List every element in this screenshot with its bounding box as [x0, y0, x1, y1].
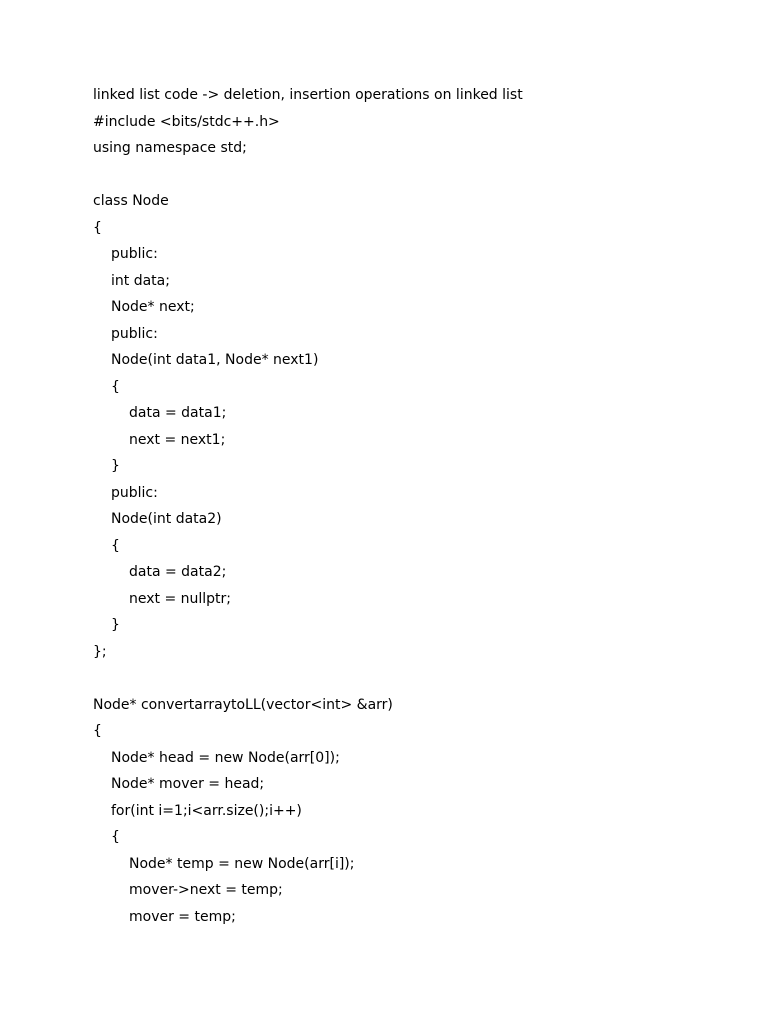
code-line: Node* temp = new Node(arr[i]);: [129, 855, 355, 872]
code-line: public:: [111, 325, 158, 342]
code-line: public:: [111, 484, 158, 501]
blank-line: [93, 162, 733, 189]
code-line: data = data2;: [129, 564, 227, 580]
code-line: Node* next;: [111, 299, 195, 315]
code-line: data = data1;: [129, 405, 227, 421]
code-line: }: [111, 458, 120, 474]
code-line: class Node: [93, 193, 169, 209]
code-line: #include <bits/stdc++.h>: [93, 113, 280, 130]
code-line: {: [111, 378, 120, 395]
code-line: next = next1;: [129, 431, 226, 448]
code-line: mover->next = temp;: [129, 882, 283, 898]
code-line: public:: [111, 246, 158, 262]
doc-title-line: linked list code -> deletion, insertion operations on linked list: [93, 87, 523, 103]
code-line: Node(int data2): [111, 511, 222, 527]
code-line: {: [111, 829, 120, 845]
code-line: }: [111, 617, 120, 633]
code-line: {: [111, 537, 120, 554]
code-text-body: [93, 82, 733, 930]
code-line: using namespace std;: [93, 140, 247, 156]
code-line: mover = temp;: [129, 908, 236, 925]
code-line: next = nullptr;: [129, 590, 232, 607]
code-line: Node* convertarraytoLL(vector<int> &arr): [93, 696, 393, 713]
code-line: for(int i=1;i<arr.size();i++): [111, 802, 302, 819]
code-line: {: [93, 219, 102, 236]
blank-line: [93, 665, 733, 692]
code-line: Node(int data1, Node* next1): [111, 352, 319, 368]
code-line: int data;: [111, 272, 170, 289]
code-line: };: [93, 643, 107, 660]
code-line: Node* mover = head;: [111, 776, 265, 792]
code-line: {: [93, 723, 102, 739]
code-line: Node* head = new Node(arr[0]);: [111, 749, 340, 766]
